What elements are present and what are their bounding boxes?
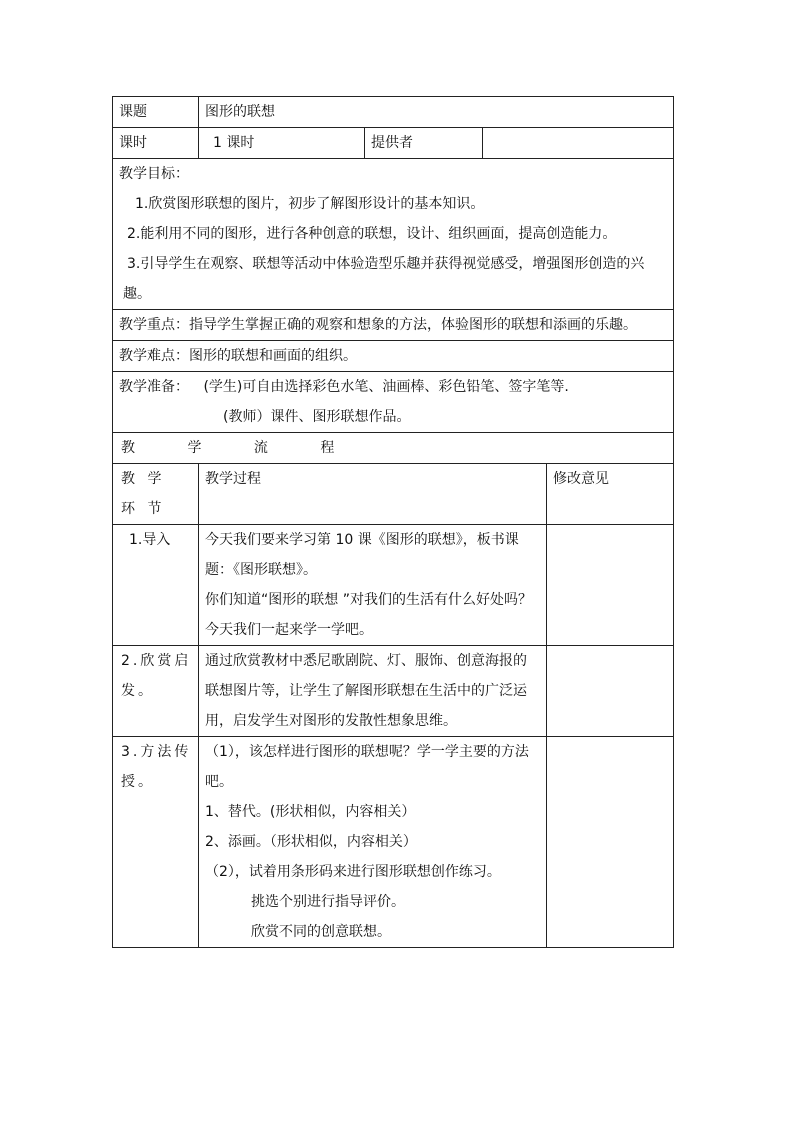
process-cell — [199, 525, 547, 646]
flow-title-char: 教 — [121, 440, 135, 456]
key-points-cell: 教学重点：指导学生掌握正确的观察和想象的方法，体验图形的联想和添画的乐趣。 — [113, 310, 674, 341]
topic-value: 图形的联想 — [199, 97, 674, 128]
revision-cell — [547, 737, 674, 948]
objective-item: 2.能利用不同的图形，进行各种创意的联想，设计、组织画面，提高创造能力。 — [127, 226, 617, 242]
process-line: 通过欣赏教材中悉尼歌剧院、灯、服饰、创意海报的联想图片等，让学生了解图形联想在生活中的广泛运用，启发学生对图形的发散性想象思维。 — [205, 653, 527, 729]
preparation-student: (学生)可自由选择彩色水笔、油画棒、彩色铅笔、签字笔等. — [203, 379, 569, 395]
process-line: 挑选个别进行指导评价。 — [251, 894, 405, 910]
objectives-cell — [113, 159, 674, 310]
period-label: 课时 — [113, 128, 199, 159]
process-line: 你们知道“图形的联想 ”对我们的生活有什么好处吗？今天我们一起来学一学吧。 — [205, 592, 532, 638]
process-line: 2、添画。（形状相似，内容相关） — [205, 834, 417, 850]
objective-item: 1.欣赏图形联想的图片，初步了解图形设计的基本知识。 — [135, 196, 485, 212]
difficulties-cell: 教学难点：图形的联想和画面的组织。 — [113, 341, 674, 372]
process-line: （2），试着用条形码来进行图形联想创作练习。 — [205, 864, 501, 880]
revision-column-header: 修改意见 — [547, 464, 674, 525]
objectives-title: 教学目标： — [119, 166, 189, 182]
lesson-plan-table — [112, 96, 674, 948]
column-header-row — [113, 464, 674, 525]
process-line: 欣赏不同的创意联想。 — [251, 924, 391, 940]
stage-cell: 1.导入 — [113, 525, 199, 646]
process-cell — [199, 737, 547, 948]
stage-cell: 2.欣赏启发。 — [113, 646, 199, 737]
objective-item: 3.引导学生在观察、联想等活动中体验造型乐趣并获得视觉感受，增强图形创造的兴趣。 — [123, 256, 645, 302]
table-row — [113, 737, 674, 948]
process-column-header: 教学过程 — [199, 464, 547, 525]
key-points-row — [113, 310, 674, 341]
topic-row — [113, 97, 674, 128]
process-line: 今天我们要来学习第 10 课《图形的联想》，板书课题：《图形联想》。 — [205, 532, 519, 578]
preparation-teacher: (教师）课件、图形联想作品。 — [223, 409, 411, 425]
period-row — [113, 128, 674, 159]
period-value: 1 课时 — [199, 128, 365, 159]
process-cell — [199, 646, 547, 737]
preparation-label: 教学准备： — [119, 379, 189, 395]
difficulties-row — [113, 341, 674, 372]
flow-title-char: 学 — [187, 440, 202, 456]
flow-title-row — [113, 433, 674, 464]
flow-title — [113, 433, 674, 464]
stage-column-header: 教 学 环 节 — [113, 464, 199, 525]
revision-cell — [547, 646, 674, 737]
revision-cell — [547, 525, 674, 646]
provider-label: 提供者 — [365, 128, 483, 159]
table-row — [113, 525, 674, 646]
process-line: （1），该怎样进行图形的联想呢？学一学主要的方法吧。 — [205, 744, 529, 790]
stage-cell: 3.方法传授。 — [113, 737, 199, 948]
topic-label: 课题 — [113, 97, 199, 128]
preparation-cell — [113, 372, 674, 433]
table-row — [113, 646, 674, 737]
objectives-row — [113, 159, 674, 310]
flow-title-char: 流 — [253, 440, 268, 456]
preparation-row — [113, 372, 674, 433]
process-line: 1、替代。(形状相似，内容相关） — [205, 804, 416, 820]
provider-value — [483, 128, 674, 159]
flow-title-char: 程 — [320, 440, 335, 456]
